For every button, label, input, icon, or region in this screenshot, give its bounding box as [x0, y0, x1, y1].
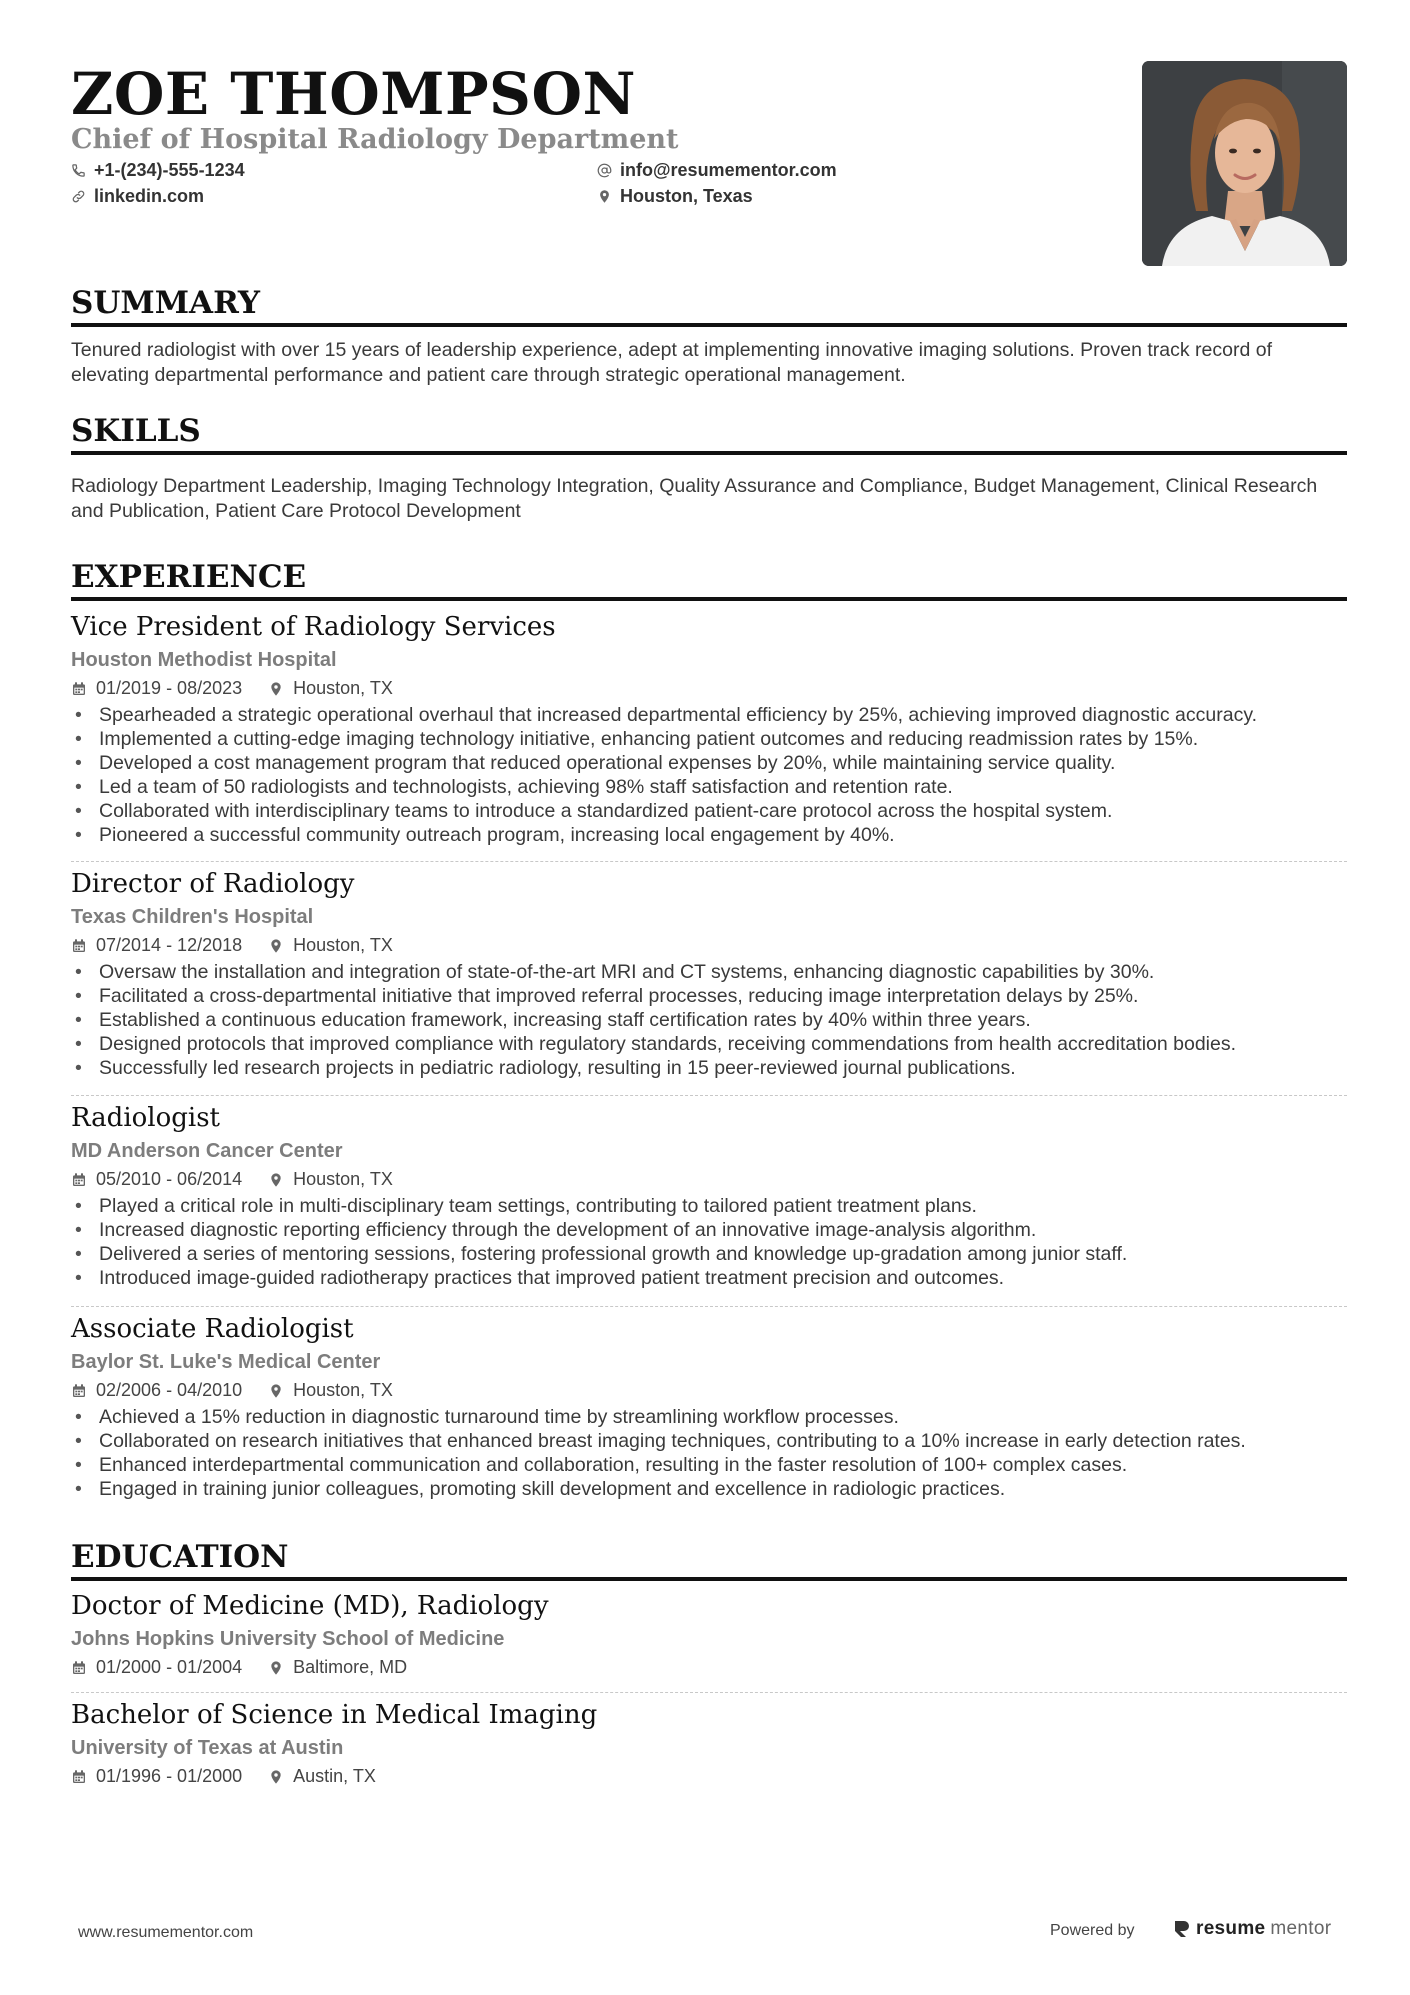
location-pin-icon [268, 681, 284, 697]
candidate-title: Chief of Hospital Radiology Department [71, 124, 679, 155]
job-role: Radiologist [71, 1103, 221, 1133]
brand-light-text: mentor [1270, 1918, 1332, 1939]
email-text: info@resumementor.com [620, 160, 837, 180]
job-organization: Houston Methodist Hospital [71, 649, 337, 671]
job-bullet: • Designed protocols that improved compliance with regulatory standards, receiving commendations from health accreditation bodies. [71, 1032, 1347, 1056]
job-dates [71, 676, 242, 701]
education-entry [71, 1589, 1347, 1693]
job-meta [71, 933, 1347, 958]
experience-entry [71, 867, 1347, 1096]
location-pin-icon [597, 189, 612, 204]
contact-linkedin[interactable] [71, 185, 204, 207]
skills-text: Radiology Department Leadership, Imaging Technology Integration, Quality Assurance and Compliance, Budget Management, Clinical Research and Publication, Patient Care Protocol Development [71, 475, 1318, 522]
brand-logo[interactable] [1173, 1918, 1331, 1940]
job-location [268, 933, 393, 958]
job-dates [71, 1167, 242, 1192]
job-dates-text: 02/2006 - 04/2010 [96, 1380, 243, 1400]
link-icon [71, 189, 86, 204]
location-pin-icon [268, 1172, 284, 1188]
calendar-icon [71, 1383, 87, 1399]
education-heading: EDUCATION [71, 1538, 1347, 1581]
job-bullet: • Spearheaded a strategic operational overhaul that increased departmental efficiency by 25%, achieving improved diagnostic accuracy. [71, 703, 1347, 727]
profile-photo [1142, 61, 1347, 266]
school-name: Johns Hopkins University School of Medicine [71, 1628, 505, 1650]
job-bullets [71, 1405, 1347, 1501]
job-bullet: • Collaborated with interdisciplinary teams to introduce a standardized patient-care protocol across the hospital system. [71, 799, 1347, 823]
job-bullet: • Collaborated on research initiatives that enhanced breast imaging techniques, contributing to a 10% increase in early detection rates. [71, 1429, 1347, 1453]
school-name: University of Texas at Austin [71, 1737, 344, 1759]
location-pin-icon [268, 1769, 284, 1785]
contact-location [597, 185, 753, 207]
calendar-icon [71, 938, 87, 954]
education-location [268, 1655, 407, 1680]
education-location-text: Baltimore, MD [293, 1657, 408, 1677]
job-location-text: Houston, TX [293, 1380, 393, 1400]
calendar-icon [71, 681, 87, 697]
job-bullet: • Increased diagnostic reporting efficiency through the development of an innovative image-analysis algorithm. [71, 1218, 1347, 1242]
job-location [268, 1378, 393, 1403]
brand-bold-text: resume [1196, 1918, 1266, 1939]
job-bullet: • Successfully led research projects in pediatric radiology, resulting in 15 peer-reviewed journal publications. [71, 1056, 1347, 1080]
calendar-icon [71, 1660, 87, 1676]
linkedin-text: linkedin.com [94, 186, 205, 206]
job-bullet: • Achieved a 15% reduction in diagnostic turnaround time by streamlining workflow processes. [71, 1405, 1347, 1429]
education-dates-text: 01/2000 - 01/2004 [96, 1657, 243, 1677]
job-dates [71, 933, 242, 958]
location-pin-icon [268, 938, 284, 954]
job-bullet: • Pioneered a successful community outreach program, increasing local engagement by 40%. [71, 823, 1347, 847]
job-bullets [71, 960, 1347, 1080]
footer-website-link[interactable]: www.resumementor.com [78, 1924, 254, 1941]
education-dates [71, 1655, 242, 1680]
job-bullet: • Implemented a cutting-edge imaging technology initiative, enhancing patient outcomes and reducing readmission rates by 15%. [71, 727, 1347, 751]
experience-heading: EXPERIENCE [71, 558, 1347, 601]
job-dates-text: 05/2010 - 06/2014 [96, 1169, 243, 1189]
job-location-text: Houston, TX [293, 678, 393, 698]
job-bullets [71, 703, 1347, 847]
job-dates-text: 07/2014 - 12/2018 [96, 935, 243, 955]
degree-title: Doctor of Medicine (MD), Radiology [71, 1591, 549, 1621]
job-bullet: • Delivered a series of mentoring sessions, fostering professional growth and knowledge up-gradation among junior staff. [71, 1242, 1347, 1266]
summary-heading: SUMMARY [71, 284, 1347, 327]
education-entry [71, 1698, 1347, 1798]
calendar-icon [71, 1769, 87, 1785]
education-dates [71, 1764, 242, 1789]
job-bullet: • Led a team of 50 radiologists and technologists, achieving 98% staff satisfaction and retention rate. [71, 775, 1347, 799]
degree-title: Bachelor of Science in Medical Imaging [71, 1700, 598, 1730]
education-location-text: Austin, TX [293, 1766, 376, 1786]
education-meta [71, 1764, 1347, 1789]
education-location [268, 1764, 376, 1789]
summary-text: Tenured radiologist with over 15 years of leadership experience, adept at implementing innovative imaging solutions. Proven track record of elevating departmental performance and patient care through strategic operational management. [71, 339, 1272, 386]
job-bullets [71, 1194, 1347, 1290]
job-bullet: • Oversaw the installation and integration of state-of-the-art MRI and CT systems, enhancing diagnostic capabilities by 30%. [71, 960, 1347, 984]
job-location [268, 1167, 393, 1192]
contact-phone [71, 159, 245, 181]
experience-entry [71, 1101, 1347, 1307]
job-organization: Texas Children's Hospital [71, 906, 314, 928]
education-dates-text: 01/1996 - 01/2000 [96, 1766, 243, 1786]
job-bullet: • Engaged in training junior colleagues, promoting skill development and excellence in radiologic practices. [71, 1477, 1347, 1501]
job-bullet: • Developed a cost management program that reduced operational expenses by 20%, while maintaining service quality. [71, 751, 1347, 775]
job-organization: Baylor St. Luke's Medical Center [71, 1351, 381, 1373]
calendar-icon [71, 1172, 87, 1188]
job-bullet: • Established a continuous education framework, increasing staff certification rates by 40% within three years. [71, 1008, 1347, 1032]
skills-heading: SKILLS [71, 412, 1347, 455]
location-pin-icon [268, 1383, 284, 1399]
job-bullet: • Played a critical role in multi-disciplinary team settings, contributing to tailored patient treatment plans. [71, 1194, 1347, 1218]
job-role: Vice President of Radiology Services [71, 612, 556, 642]
at-icon [597, 163, 612, 178]
job-organization: MD Anderson Cancer Center [71, 1140, 343, 1162]
job-meta [71, 1378, 1347, 1403]
experience-entry [71, 1312, 1347, 1517]
phone-text: +1-(234)-555-1234 [94, 160, 245, 180]
contact-email[interactable] [597, 159, 837, 181]
job-meta [71, 676, 1347, 701]
job-role: Associate Radiologist [71, 1314, 354, 1344]
experience-entry [71, 610, 1347, 862]
job-bullet: • Introduced image-guided radiotherapy practices that improved patient treatment precision and outcomes. [71, 1266, 1347, 1290]
job-location [268, 676, 393, 701]
location-text: Houston, Texas [620, 186, 753, 206]
job-meta [71, 1167, 1347, 1192]
job-role: Director of Radiology [71, 869, 355, 899]
phone-icon [71, 163, 86, 178]
job-dates [71, 1378, 242, 1403]
education-meta [71, 1655, 1347, 1680]
location-pin-icon [268, 1660, 284, 1676]
powered-by-label: Powered by [1050, 1922, 1135, 1939]
job-location-text: Houston, TX [293, 1169, 393, 1189]
job-bullet: • Facilitated a cross-departmental initiative that improved referral processes, reducing image interpretation delays by 25%. [71, 984, 1347, 1008]
job-location-text: Houston, TX [293, 935, 393, 955]
resumementor-logo-icon [1173, 1919, 1191, 1939]
job-bullet: • Enhanced interdepartmental communication and collaboration, resulting in the faster resolution of 100+ complex cases. [71, 1453, 1347, 1477]
candidate-name: ZOE THOMPSON [71, 60, 636, 128]
job-dates-text: 01/2019 - 08/2023 [96, 678, 243, 698]
